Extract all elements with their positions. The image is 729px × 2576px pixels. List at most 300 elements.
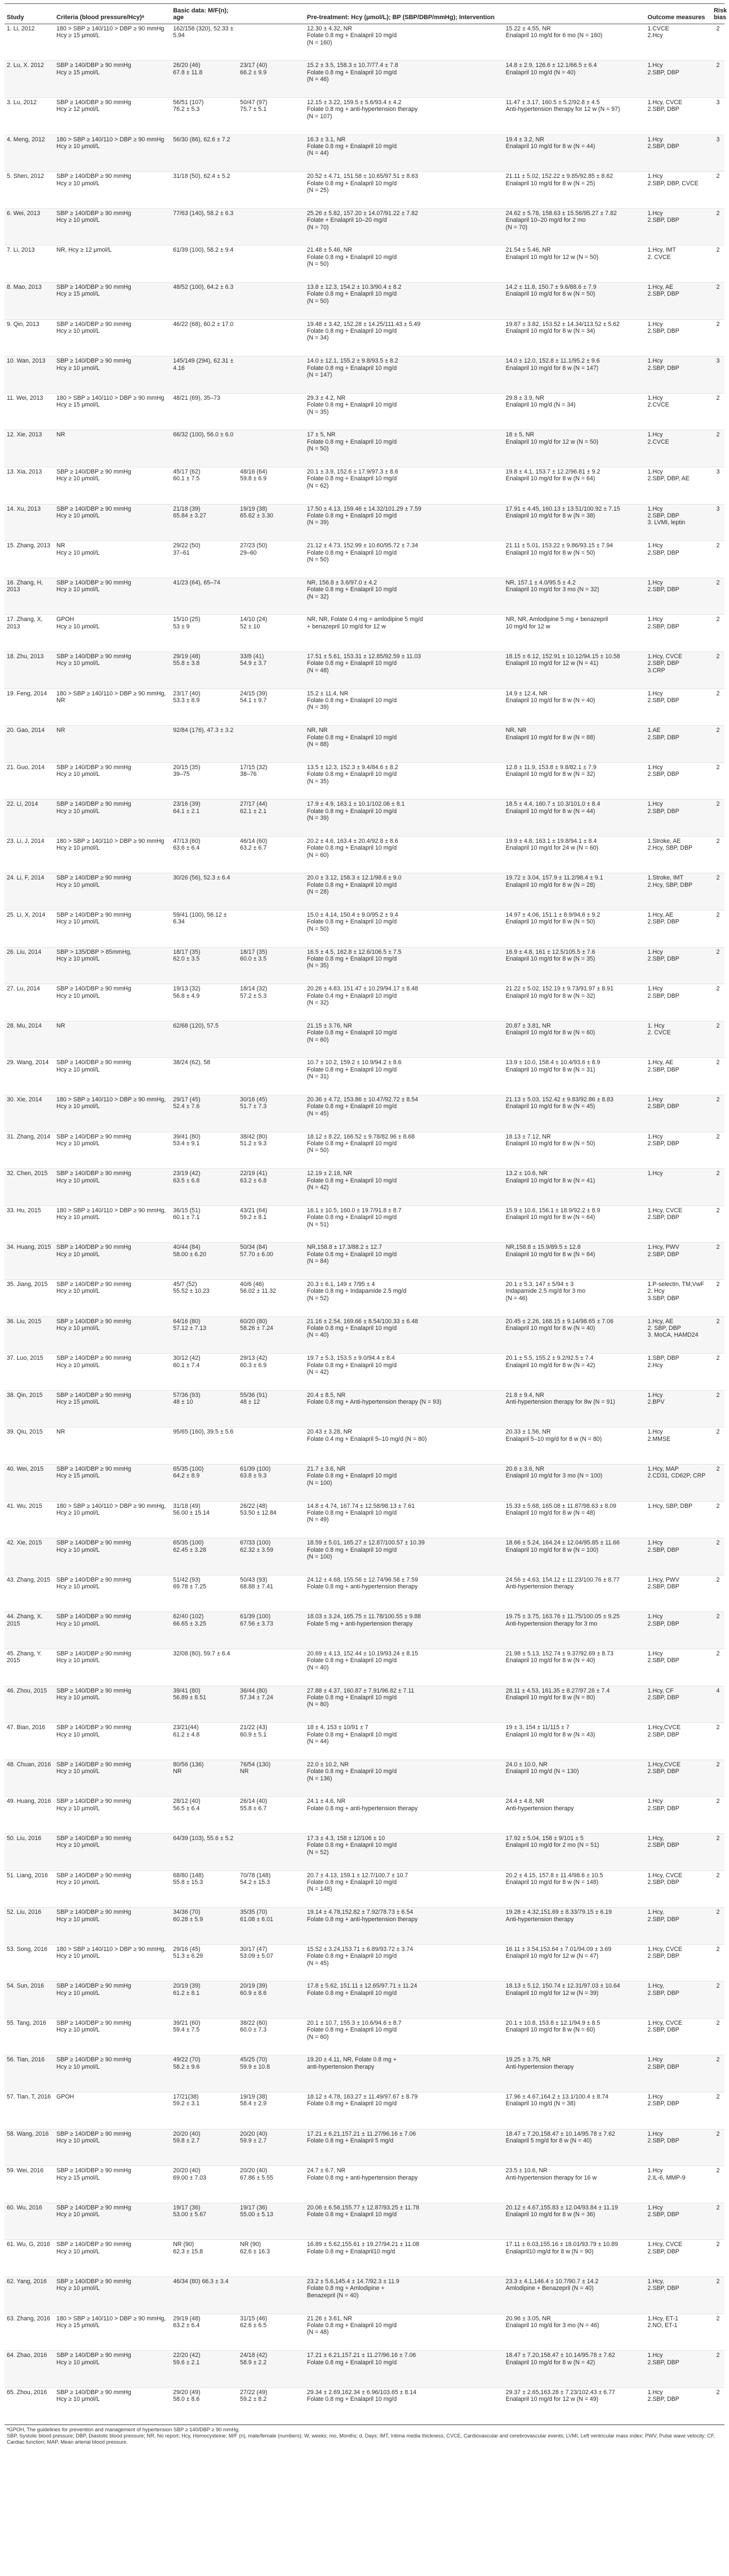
intervention-cell: 19 ± 3, 154 ± 11/115 ± 7 Enalapril 10 mg/d for 8 w (N = 43) xyxy=(504,1723,646,1760)
outcome-cell: 1.Hcy 2.SBP, DBP xyxy=(645,2092,712,2129)
pretreatment-cell: 21.7 ± 3.6, NR Folate 0.8 mg + Enalapril 10 mg/d (N = 100) xyxy=(305,1464,504,1501)
column-header: Risk bias xyxy=(712,4,724,24)
experimental-basic-cell: 41/23 (64), 65–74 xyxy=(171,578,238,615)
risk-bias-cell: 2 xyxy=(712,1833,724,1870)
intervention-cell: 18.47 ± 7.20,158.47 ± 10.14/95.78 ± 7.62 Enalapril 5 mg/d for 8 w (N = 40) xyxy=(504,2129,646,2166)
criteria-cell: SBP ≥ 140/DBP ≥ 90 mmHg Hcy ≥ 10 μmol/L xyxy=(54,1686,171,1723)
experimental-basic-cell: 19/13 (32) 56.8 ± 4.9 xyxy=(171,984,238,1021)
pretreatment-cell: NR, NR Folate 0.8 mg + Enalapril 10 mg/d (N = 88) xyxy=(305,726,504,763)
risk-bias-cell: 3 xyxy=(712,98,724,135)
criteria-cell: SBP ≥ 140/DBP ≥ 90 mmHg Hcy ≥ 10 μmol/L xyxy=(54,1981,171,2019)
study-cell: 59. Wei, 2016 xyxy=(5,2166,54,2203)
criteria-cell: SBP ≥ 140/DBP ≥ 90 mmHg Hcy ≥ 15 μmol/L xyxy=(54,2166,171,2203)
study-cell: 55. Tang, 2016 xyxy=(5,2018,54,2055)
outcome-cell: 1.Hcy, 2.SBP, DBP xyxy=(645,2277,712,2314)
pretreatment-cell: 17.3 ± 4.3, 158 ± 12/106 ± 10 Folate 0.8 mg + Enalapril 10 mg/d (N = 52) xyxy=(305,1833,504,1870)
experimental-basic-cell: 46/22 (68), 60.2 ± 17.0 xyxy=(171,319,238,356)
pretreatment-cell: 21.48 ± 5.46, NR Folate 0.8 mg + Enalapril 10 mg/d (N = 50) xyxy=(305,245,504,283)
control-basic-cell: 55/36 (91) 48 ± 12 xyxy=(238,1390,305,1427)
risk-bias-cell: 2 xyxy=(712,910,724,948)
criteria-cell: NR xyxy=(54,1427,171,1465)
control-basic-cell: 14/10 (24) 52 ± 10 xyxy=(238,615,305,652)
pretreatment-cell: 21.26 ± 3.61, NR Folate 0.8 mg + Enalapril 10 mg/d (N = 48) xyxy=(305,2314,504,2351)
table-row xyxy=(5,245,724,283)
table-row xyxy=(5,135,724,172)
study-cell: 40. Wei, 2015 xyxy=(5,1464,54,1501)
experimental-basic-cell: 47/13 (60) 63.6 ± 6.4 xyxy=(171,836,238,873)
control-basic-cell: 40/6 (46) 56.02 ± 11.32 xyxy=(238,1280,305,1317)
criteria-cell: SBP ≥ 140/DBP ≥ 90 mmHg Hcy ≥ 10 μmol/L xyxy=(54,1058,171,1095)
pretreatment-cell: 20.1 ± 10.7, 155.3 ± 10.6/94.6 ± 8.7 Folate 0.8 mg + Enalapril 10 mg/d (N = 60) xyxy=(305,2018,504,2055)
pretreatment-cell: 12.19 ± 2.18, NR Folate 0.8 mg + Enalapril 10 mg/d (N = 42) xyxy=(305,1169,504,1206)
study-cell: 45. Zhang, Y. 2015 xyxy=(5,1649,54,1686)
risk-bias-cell: 2 xyxy=(712,1760,724,1797)
risk-bias-cell: 2 xyxy=(712,1981,724,2019)
intervention-cell: 11.47 ± 3.17, 160.5 ± 5.2/92.8 ± 4.5 Anti-hypertension therapy for 12 w (N = 97) xyxy=(504,98,646,135)
risk-bias-cell: 3 xyxy=(712,356,724,394)
study-cell: 19. Feng, 2014 xyxy=(5,689,54,726)
study-cell: 56. Tian, 2016 xyxy=(5,2055,54,2092)
experimental-basic-cell: 23/21(44) 61.2 ± 4.8 xyxy=(171,1723,238,1760)
study-cell: 32. Chen, 2015 xyxy=(5,1169,54,1206)
pretreatment-cell: 18.59 ± 5.01, 165.27 ± 12.87/100.57 ± 10.39 Folate 0.8 mg + Enalapril 10 mg/d (N = 100) xyxy=(305,1538,504,1575)
experimental-basic-cell: 29/22 (50) 37–61 xyxy=(171,541,238,578)
table-row xyxy=(5,1723,724,1760)
risk-bias-cell: 2 xyxy=(712,1021,724,1058)
table-row xyxy=(5,282,724,319)
outcome-cell: 1.Hcy, 2.SBP, DBP xyxy=(645,1981,712,2019)
pretreatment-cell: 20.1 ± 3.9, 152.6 ± 17.9/97.3 ± 8.6 Folate 0.8 mg + Enalapril 10 mg/d (N = 62) xyxy=(305,467,504,504)
pretreatment-cell: 23.2 ± 5.6,145.4 ± 14.7/92.3 ± 11.9 Folate 0.8 mg + Amlodipine + Benazepril (N = 40) xyxy=(305,2277,504,2314)
outcome-cell: 1.Hcy, PWV 2.SBP, DBP xyxy=(645,1575,712,1612)
outcome-cell: 1.Hcy,CVCE 2.SBP, DBP xyxy=(645,1760,712,1797)
outcome-cell: 1.Hcy 2.SBP, DBP xyxy=(645,61,712,98)
control-basic-cell: 24/18 (42) 58.9 ± 2.2 xyxy=(238,2351,305,2388)
study-cell: 35. Jiang, 2015 xyxy=(5,1280,54,1317)
outcome-cell: 1.Hcy, AE 2.SBP, DBP xyxy=(645,910,712,948)
experimental-basic-cell: 20/20 (40) 69.00 ± 7.03 xyxy=(171,2166,238,2203)
intervention-cell: 15.9 ± 10.6, 156.1 ± 18.9/92.2 ± 8.9 Enalapril 10 mg/d for 8 w (N = 64) xyxy=(504,1206,646,1243)
risk-bias-cell: 2 xyxy=(712,984,724,1021)
outcome-cell: 1.Hcy, AE 2.SBP, DBP xyxy=(645,282,712,319)
pretreatment-cell: 24.7 ± 6.7, NR Folate 0.8 mg + anti-hypertension therapy xyxy=(305,2166,504,2203)
risk-bias-cell: 2 xyxy=(712,2387,724,2425)
study-cell: 4. Meng, 2012 xyxy=(5,135,54,172)
intervention-cell: 21.22 ± 5.02, 152.19 ± 9.73/91.97 ± 8.91 Enalapril 10 mg/d for 8 w (N = 32) xyxy=(504,984,646,1021)
risk-bias-cell: 2 xyxy=(712,1354,724,1391)
experimental-basic-cell: 30/12 (42) 60.1 ± 7.4 xyxy=(171,1354,238,1391)
table-row xyxy=(5,1243,724,1280)
control-basic-cell xyxy=(238,135,305,172)
table-row xyxy=(5,910,724,948)
study-cell: 60. Wu, 2016 xyxy=(5,2203,54,2240)
experimental-basic-cell: 29/19 (48) 55.8 ± 3.8 xyxy=(171,651,238,689)
criteria-cell: SBP ≥ 140/DBP ≥ 90 mmHg Hcy ≥ 12 μmol/L xyxy=(54,98,171,135)
outcome-cell: 1.Hcy 2.SBP, DBP xyxy=(645,1649,712,1686)
control-basic-cell: 17/15 (32) 38–76 xyxy=(238,762,305,800)
outcome-cell: 1.Hcy 2.SBP, DBP xyxy=(645,2203,712,2240)
table-row xyxy=(5,1981,724,2019)
intervention-cell: 16.9 ± 4.8, 161 ± 12.5/105.5 ± 7.6 Enalapril 10 mg/d for 8 w (N = 35) xyxy=(504,947,646,984)
outcome-cell: 1.Hcy 2.SBP, DBP xyxy=(645,1538,712,1575)
control-basic-cell: 19/19 (38) 65.62 ± 3.30 xyxy=(238,504,305,541)
pretreatment-cell: 21.12 ± 4.73, 152.99 ± 10.60/95.72 ± 7.34 Folate 0.8 mg + Enalapril 10 mg/d (N = 50) xyxy=(305,541,504,578)
outcome-cell: 1.Hcy 2.SBP, DBP xyxy=(645,800,712,837)
pretreatment-cell: 20.0 ± 3.12, 158.3 ± 12.1/98.6 ± 9.0 Folate 0.8 mg + Enalapril 10 mg/d (N = 28) xyxy=(305,873,504,910)
criteria-cell: 180 > SBP ≥ 140/110 > DBP ≥ 90 mmHg, Hcy ≥ 10 μmol/L xyxy=(54,1095,171,1132)
table-row xyxy=(5,726,724,763)
study-cell: 54. Sun, 2016 xyxy=(5,1981,54,2019)
pretreatment-cell: 13.5 ± 12.3, 152.3 ± 9.4/84.6 ± 8.2 Folate 0.8 mg + Enalapril 10 mg/d (N = 35) xyxy=(305,762,504,800)
outcome-cell: 1.Hcy 2.SBP, DBP, CVCE xyxy=(645,172,712,209)
risk-bias-cell: 2 xyxy=(712,762,724,800)
outcome-cell: 1.Hcy 2.SBP, DBP xyxy=(645,762,712,800)
pretreatment-cell: 17.51 ± 5.61, 153.31 ± 12.85/92.59 ± 11.03 Folate 0.8 mg + Enalapril 10 mg/d (N = 48) xyxy=(305,651,504,689)
table-row xyxy=(5,1908,724,1945)
experimental-basic-cell: 48/52 (100), 64.2 ± 6.3 xyxy=(171,282,238,319)
intervention-cell: 21.98 ± 5.13, 152.74 ± 9.37/92.69 ± 8.73 Enalapril 10 mg/d for 8 w (N = 40) xyxy=(504,1649,646,1686)
outcome-cell: 1.Hcy 2.MMSE xyxy=(645,1427,712,1465)
pretreatment-cell: 15.2 ± 3.5, 158.3 ± 10.7/77.4 ± 7.8 Folate 0.8 mg + Enalapril 10 mg/d (N = 46) xyxy=(305,61,504,98)
study-cell: 7. Li, 2013 xyxy=(5,245,54,283)
study-cell: 31. Zhang, 2014 xyxy=(5,1132,54,1169)
risk-bias-cell: 3 xyxy=(712,504,724,541)
experimental-basic-cell: 48/21 (69), 35–73 xyxy=(171,393,238,430)
experimental-basic-cell: 59/41 (100), 56.12 ± 6.34 xyxy=(171,910,238,948)
outcome-cell: 1.AE 2.SBP, DBP xyxy=(645,726,712,763)
study-cell: 49. Huang, 2016 xyxy=(5,1797,54,1834)
risk-bias-cell: 2 xyxy=(712,61,724,98)
intervention-cell: 21.8 ± 9.4, NR Anti-hypertension therapy for 8w (N = 91) xyxy=(504,1390,646,1427)
pretreatment-cell: 19.7 ± 5.3, 153.5 ± 9.0/94.4 ± 8.4 Folate 0.8 mg + Enalapril 10 mg/d (N = 42) xyxy=(305,1354,504,1391)
study-cell: 46. Zhou, 2015 xyxy=(5,1686,54,1723)
table-row xyxy=(5,98,724,135)
criteria-cell: SBP ≥ 140/DBP ≥ 90 mmHg Hcy ≥ 10 μmol/L xyxy=(54,800,171,837)
pretreatment-cell: 24.12 ± 4.68, 155.56 ± 12.74/96.58 ± 7.59 Folate 0.8 mg + anti-hypertension therapy xyxy=(305,1575,504,1612)
outcome-cell: 1.Hcy, AE 2. SBP, DBP 3. MoCA, HAMD24 xyxy=(645,1316,712,1354)
outcome-cell: 1.Hcy 2.SBP, DBP xyxy=(645,1095,712,1132)
table-row xyxy=(5,615,724,652)
table-row xyxy=(5,800,724,837)
pretreatment-cell: 17.21 ± 6.21,157.21 ± 11.27/96.16 ± 7.06 Folate 0.8 mg + Enalapril 10 mg/d xyxy=(305,2351,504,2388)
criteria-cell: 180 > SBP ≥ 140/110 > DBP ≥ 90 mmHg Hcy ≥ 15 μmol/L xyxy=(54,24,171,61)
pretreatment-cell: 15.52 ± 3.24,153.71 ± 6.89/93.72 ± 3.74 Folate 0.8 mg + Enalapril 10 mg/d (N = 45) xyxy=(305,1944,504,1981)
pretreatment-cell: NR,158.8 ± 17.3/88.2 ± 12.7 Folate 0.8 mg + Enalapril 10 mg/d (N = 84) xyxy=(305,1243,504,1280)
study-cell: 33. Hu, 2015 xyxy=(5,1206,54,1243)
control-basic-cell xyxy=(238,356,305,394)
risk-bias-cell: 2 xyxy=(712,2203,724,2240)
pretreatment-cell: 19.20 ± 4.11, NR, Folate 0.8 mg + anti-hypertension therapy xyxy=(305,2055,504,2092)
criteria-cell: SBP ≥ 140/DBP ≥ 90 mmHg Hcy ≥ 10 μmol/L xyxy=(54,2351,171,2388)
intervention-cell: 14.8 ± 2.9, 126.6 ± 12.1/66.5 ± 6.4 Enalapril 10 mg/d (N = 40) xyxy=(504,61,646,98)
control-basic-cell: 46/14 (60) 63.2 ± 6.7 xyxy=(238,836,305,873)
intervention-cell: 13.9 ± 10.0, 158.4 ± 10.4/93.6 ± 8.9 Enalapril 10 mg/d for 8 w (N = 31) xyxy=(504,1058,646,1095)
criteria-cell: SBP ≥ 140/DBP ≥ 90 mmHg Hcy ≥ 10 μmol/L xyxy=(54,1760,171,1797)
risk-bias-cell: 2 xyxy=(712,1095,724,1132)
outcome-cell: 1.Hcy 2.SBP, DBP xyxy=(645,135,712,172)
table-row xyxy=(5,2277,724,2314)
control-basic-cell: 50/47 (97) 75.7 ± 5.1 xyxy=(238,98,305,135)
criteria-cell: SBP ≥ 140/DBP ≥ 90 mmHg Hcy ≥ 10 μmol/L xyxy=(54,1538,171,1575)
criteria-cell: SBP ≥ 140/DBP ≥ 90 mmHg Hcy ≥ 15 μmol/L xyxy=(54,282,171,319)
criteria-cell: SBP ≥ 140/DBP ≥ 90 mmHg Hcy ≥ 10 μmol/L xyxy=(54,1908,171,1945)
pretreatment-cell: 20.06 ± 6.56,155.77 ± 12.87/93.25 ± 11.78 Folate 0.8 mg + Enalapril 10 mg/d xyxy=(305,2203,504,2240)
experimental-basic-cell: 29/17 (45) 52.4 ± 7.6 xyxy=(171,1095,238,1132)
outcome-cell: 1.Hcy 2.IL-6, MMP-9 xyxy=(645,2166,712,2203)
risk-bias-cell: 2 xyxy=(712,578,724,615)
outcome-cell: 1.Hcy 2.SBP, DBP xyxy=(645,984,712,1021)
pretreatment-cell: 18.12 ± 4.78, 163.27 ± 11.49/97.67 ± 8.79 Folate 0.8 mg + Enalapril 10 mg/d xyxy=(305,2092,504,2129)
study-cell: 64. Zhao, 2016 xyxy=(5,2351,54,2388)
experimental-basic-cell: 46/34 (80) 66.3 ± 3.4 xyxy=(171,2277,238,2314)
risk-bias-cell: 2 xyxy=(712,1058,724,1095)
control-basic-cell: 45/25 (70) 59.9 ± 10.8 xyxy=(238,2055,305,2092)
control-basic-cell xyxy=(238,2277,305,2314)
pretreatment-cell: 21.16 ± 2.54, 169.66 ± 8.54/100.33 ± 6.48 Folate 0.8 mg + Enalapril 10 mg/d (N = 40) xyxy=(305,1316,504,1354)
control-basic-cell xyxy=(238,24,305,61)
intervention-cell: NR,158.8 ± 15.9/89.5 ± 12.8 Enalapril 10 mg/d for 8 w (N = 84) xyxy=(504,1243,646,1280)
experimental-basic-cell: 31/18 (50), 62.4 ± 5.2 xyxy=(171,172,238,209)
table-row xyxy=(5,430,724,467)
table-row xyxy=(5,1427,724,1465)
control-basic-cell: 67/33 (100) 62.32 ± 3.59 xyxy=(238,1538,305,1575)
pretreatment-cell: 15.2 ± 11.4, NR Folate 0.8 mg + Enalapril 10 mg/d (N = 39) xyxy=(305,689,504,726)
study-cell: 20. Gao, 2014 xyxy=(5,726,54,763)
table-row xyxy=(5,1797,724,1834)
table-row xyxy=(5,1132,724,1169)
pretreatment-cell: 20.43 ± 3.28, NR Folate 0.4 mg + Enalapril 5–10 mg/d (N = 80) xyxy=(305,1427,504,1465)
pretreatment-cell: 16.3 ± 3.1, NR Folate 0.8 mg + Enalapril 10 mg/d (N = 44) xyxy=(305,135,504,172)
outcome-cell: 1.Hcy 2.SBP, DBP xyxy=(645,615,712,652)
studies-table xyxy=(5,3,727,2425)
risk-bias-cell: 2 xyxy=(712,2240,724,2277)
table-row xyxy=(5,1501,724,1538)
control-basic-cell: 76/54 (130) NR xyxy=(238,1760,305,1797)
pretreatment-cell: 17.50 ± 4.13, 159.46 ± 14.32/101.29 ± 7.59 Folate 0.8 mg + Enalapril 10 mg/d (N = 39) xyxy=(305,504,504,541)
pretreatment-cell: 18.12 ± 8.22, 166.52 ± 9.78/82.96 ± 8.68 Folate 0.8 mg + Enalapril 10 mg/d (N = 50) xyxy=(305,1132,504,1169)
risk-bias-cell: 2 xyxy=(712,1538,724,1575)
criteria-cell: SBP ≥ 140/DBP ≥ 90 mmHg Hcy ≥ 10 μmol/L xyxy=(54,651,171,689)
outcome-cell: 1.Hcy, MAP 2.CD31, CD62P, CRP xyxy=(645,1464,712,1501)
experimental-basic-cell: 62/68 (120), 57.5 xyxy=(171,1021,238,1058)
table-row xyxy=(5,836,724,873)
risk-bias-cell: 2 xyxy=(712,1612,724,1649)
table-row xyxy=(5,1944,724,1981)
criteria-cell: 180 > SBP ≥ 140/110 > DBP ≥ 90 mmHg, Hcy ≥ 10 μmol/L xyxy=(54,1206,171,1243)
pretreatment-cell: 17.8 ± 5.62, 151.11 ± 12.65/97.71 ± 11.24 Folate 0.8 mg + Enalapril 10 mg/d xyxy=(305,1981,504,2019)
study-cell: 50. Liu, 2016 xyxy=(5,1833,54,1870)
control-basic-cell: 24/15 (39) 54.1 ± 9.7 xyxy=(238,689,305,726)
control-basic-cell: 21/22 (43) 60.9 ± 5.1 xyxy=(238,1723,305,1760)
outcome-cell: 1.Hcy, CVCE 2.SBP, DBP xyxy=(645,98,712,135)
intervention-cell: 20.1 ± 5.3, 147 ± 5/94 ± 3 Indapamide 2.5 mg/d for 3 mo (N = 46) xyxy=(504,1280,646,1317)
risk-bias-cell: 2 xyxy=(712,208,724,245)
risk-bias-cell: 2 xyxy=(712,1390,724,1427)
risk-bias-cell: 2 xyxy=(712,1575,724,1612)
table-row xyxy=(5,689,724,726)
criteria-cell: SBP ≥ 140/DBP ≥ 90 mmHg Hcy ≥ 10 μmol/L xyxy=(54,2129,171,2166)
control-basic-cell: 20/20 (40) 59.9 ± 2.7 xyxy=(238,2129,305,2166)
intervention-cell: 24.0 ± 10.0, NR Enalapril 10 mg/d (N = 130) xyxy=(504,1760,646,1797)
table-row xyxy=(5,1206,724,1243)
outcome-cell: 1.Hcy 2.SBP, DBP xyxy=(645,2351,712,2388)
criteria-cell: SBP ≥ 140/DBP ≥ 90 mmHg Hcy ≥ 10 μmol/L xyxy=(54,984,171,1021)
pretreatment-cell: 21.15 ± 3.76, NR Folate 0.8 mg + Enalapril 10 mg/d (N = 60) xyxy=(305,1021,504,1058)
table-footnote: ᵃGPOH, The guidelines for prevention and management of hypertension SBP ≥ 140/DBP ≥ 90 mmHg. SBP, Systolic blood pressure; DBP, Diastolic blood pressure; NR, No report; Hcy, Homocysteine; M/F (n), male/female (numbers); W, weeks; mo, Months; d, Days; IMT, Intima media thickness; CVCE, Cardiovascular and cerebrovascular events; LVMI, Left ventricular mass index; PWV, Pulse wave velocity; CF, Cardiac function; MAP, Mean arterial blood pressure. xyxy=(5,2425,724,2445)
outcome-cell: 1.Hcy, PWV 2.SBP, DBP xyxy=(645,1243,712,1280)
risk-bias-cell: 2 xyxy=(712,2314,724,2351)
experimental-basic-cell: 38/24 (62), 58 xyxy=(171,1058,238,1095)
pretreatment-cell: 16.5 ± 4.5, 162.8 ± 12.6/106.5 ± 7.5 Folate 0.8 mg + Enalapril 10 mg/d (N = 35) xyxy=(305,947,504,984)
intervention-cell: 21.11 ± 5.02, 152.22 ± 9.85/92.85 ± 8.62 Enalapril 10 mg/d for 8 w (N = 25) xyxy=(504,172,646,209)
risk-bias-cell: 2 xyxy=(712,947,724,984)
study-cell: 29. Wang, 2014 xyxy=(5,1058,54,1095)
risk-bias-cell: 2 xyxy=(712,873,724,910)
study-cell: 36. Liu, 2015 xyxy=(5,1316,54,1354)
study-cell: 51. Liang, 2016 xyxy=(5,1870,54,1908)
intervention-cell: 20.96 ± 3.05, NR Enalapril 10 mg/d for 3 mo (N = 46) xyxy=(504,2314,646,2351)
experimental-basic-cell: 29/20 (49) 58.0 ± 8.6 xyxy=(171,2387,238,2425)
control-basic-cell: 20/19 (39) 60.9 ± 8.6 xyxy=(238,1981,305,2019)
outcome-cell: 1.Hcy, CVCE 2.SBP, DBP 3.CRP xyxy=(645,651,712,689)
intervention-cell: 29.37 ± 2.65,163.28 ± 7.23/102.43 ± 6.77 Enalapril 10 mg/d for 12 w (N = 49) xyxy=(504,2387,646,2425)
experimental-basic-cell: 51/42 (93) 69.78 ± 7.25 xyxy=(171,1575,238,1612)
risk-bias-cell: 2 xyxy=(712,1649,724,1686)
control-basic-cell: 36/44 (80) 57.34 ± 7.24 xyxy=(238,1686,305,1723)
outcome-cell: 1.Hcy 2.SBP, DBP xyxy=(645,2387,712,2425)
outcome-cell: 1.Hcy 2.SBP, DBP xyxy=(645,356,712,394)
pretreatment-cell: 20.2 ± 4.6, 163.4 ± 20.4/92.8 ± 8.6 Folate 0.8 mg + Enalapril 10 mg/d (N = 60) xyxy=(305,836,504,873)
criteria-cell: SBP ≥ 140/DBP ≥ 90 mmHg Hcy ≥ 10 μmol/L xyxy=(54,762,171,800)
intervention-cell: 19.25 ± 3.75, NR Anti-hypertension therapy xyxy=(504,2055,646,2092)
study-cell: 43. Zhang, 2015 xyxy=(5,1575,54,1612)
experimental-basic-cell: 56/51 (107) 76.2 ± 5.3 xyxy=(171,98,238,135)
study-cell: 13. Xia, 2013 xyxy=(5,467,54,504)
experimental-basic-cell: 34/36 (70) 60.28 ± 5.9 xyxy=(171,1908,238,1945)
outcome-cell: 1.Hcy 2.SBP, DBP xyxy=(645,541,712,578)
outcome-cell: 1.Hcy 2.SBP, DBP xyxy=(645,2129,712,2166)
criteria-cell: 180 > SBP ≥ 140/110 > DBP ≥ 90 mmHg Hcy ≥ 10 μmol/L xyxy=(54,135,171,172)
risk-bias-cell: 2 xyxy=(712,1206,724,1243)
outcome-cell: 1.Hcy xyxy=(645,1169,712,1206)
pretreatment-cell: 19.14 ± 4.78,152.82 ± 7.92/78.73 ± 6.54 Folate 0.8 mg + anti-hypertension therapy xyxy=(305,1908,504,1945)
pretreatment-cell: 14.8 ± 4.74, 167.74 ± 12.58/98.13 ± 7.61 Folate 0.8 mg + Enalapril 10 mg/d (N = 49) xyxy=(305,1501,504,1538)
experimental-basic-cell: NR (90) 62.3 ± 15.8 xyxy=(171,2240,238,2277)
study-cell: 10. Wan, 2013 xyxy=(5,356,54,394)
control-basic-cell: 61/39 (100) 63.8 ± 9.3 xyxy=(238,1464,305,1501)
table-row xyxy=(5,873,724,910)
criteria-cell: SBP ≥ 140/DBP ≥ 90 mmHg Hcy ≥ 15 μmol/L xyxy=(54,1464,171,1501)
risk-bias-cell: 2 xyxy=(712,430,724,467)
intervention-cell: NR, NR, Amlodipine 5 mg + benazepril 10 mg/d for 12 w xyxy=(504,615,646,652)
pretreatment-cell: 20.52 ± 4.71, 151.58 ± 10.65/97.51 ± 8.63 Folate 0.8 mg + Enalapril 10 mg/d (N = 25) xyxy=(305,172,504,209)
outcome-cell: 1.Hcy,CVCE 2.SBP, DBP xyxy=(645,1723,712,1760)
experimental-basic-cell: 15/10 (25) 53 ± 9 xyxy=(171,615,238,652)
pretreatment-cell: 17.21 ± 6.21,157.21 ± 11.27/96.16 ± 7.06 Folate 0.8 mg + Enalapril 5 mg/d xyxy=(305,2129,504,2166)
study-cell: 6. Wei, 2013 xyxy=(5,208,54,245)
intervention-cell: 17.11 ± 6.03,155.16 ± 18.01/93.79 ± 10.89 Enalapril10 mg/d for 8 w (N = 90) xyxy=(504,2240,646,2277)
criteria-cell: SBP ≥ 140/DBP ≥ 90 mmHg Hcy ≥ 10 μmol/L xyxy=(54,208,171,245)
risk-bias-cell: 2 xyxy=(712,836,724,873)
experimental-basic-cell: 17/21(38) 59.2 ± 3.1 xyxy=(171,2092,238,2129)
table-row xyxy=(5,1354,724,1391)
outcome-cell: 1.Hcy, IMT 2. CVCE xyxy=(645,245,712,283)
risk-bias-cell: 2 xyxy=(712,541,724,578)
pretreatment-cell: 25.26 ± 5.82, 157.20 ± 14.07/91.22 ± 7.82 Folate + Enalapril 10–20 mg/d (N = 70) xyxy=(305,208,504,245)
table-row xyxy=(5,2387,724,2425)
outcome-cell: 1.Hcy, AE 2.SBP, DBP xyxy=(645,1058,712,1095)
outcome-cell: 1.Hcy 2.SBP, DBP xyxy=(645,319,712,356)
experimental-basic-cell: 31/18 (49) 56.00 ± 15.14 xyxy=(171,1501,238,1538)
risk-bias-cell: 2 xyxy=(712,245,724,283)
risk-bias-cell: 2 xyxy=(712,689,724,726)
study-cell: 53. Song, 2016 xyxy=(5,1944,54,1981)
column-header: Pre-treatment: Hcy (μmol/L); BP (SBP/DBP/mmHg); Intervention xyxy=(305,4,504,24)
table-body xyxy=(5,24,724,2425)
experimental-basic-cell: 36/15 (51) 60.1 ± 7.1 xyxy=(171,1206,238,1243)
pretreatment-cell: 16.89 ± 5.62,155.61 ± 19.27/94.21 ± 11.08 Folate 0.8 mg + Enalapril10 mg/d xyxy=(305,2240,504,2277)
experimental-basic-cell: 18/17 (35) 62.0 ± 3.5 xyxy=(171,947,238,984)
intervention-cell: 16.11 ± 3.54,153.64 ± 7.01/94.09 ± 3.69 Enalapril 10 mg/d for 12 w (N = 47) xyxy=(504,1944,646,1981)
study-cell: 1. Li, 2012 xyxy=(5,24,54,61)
pretreatment-cell: 20.36 ± 4.72, 153.86 ± 10.47/92.72 ± 8.54 Folate 0.8 mg + Enalapril 10 mg/d (N = 45) xyxy=(305,1095,504,1132)
intervention-cell: 23.3 ± 4.1,146.4 ± 10.7/90.7 ± 14.2 Amlodipine + Benazepril (N = 40) xyxy=(504,2277,646,2314)
experimental-basic-cell: 23/19 (42) 63.5 ± 6.8 xyxy=(171,1169,238,1206)
risk-bias-cell: 2 xyxy=(712,1427,724,1465)
criteria-cell: SBP ≥ 140/DBP ≥ 90 mmHg Hcy ≥ 10 μmol/L xyxy=(54,1280,171,1317)
intervention-cell: NR, NR Enalapril 10 mg/d for 8 w (N = 88) xyxy=(504,726,646,763)
outcome-cell: 1.Hcy 2.SBP, DBP, AE xyxy=(645,467,712,504)
control-basic-cell xyxy=(238,578,305,615)
study-cell: 15. Zhang, 2013 xyxy=(5,541,54,578)
control-basic-cell: 20/20 (40) 67.86 ± 5.55 xyxy=(238,2166,305,2203)
criteria-cell: SBP ≥ 140/DBP ≥ 90 mmHg Hcy ≥ 10 μmol/L xyxy=(54,1797,171,1834)
pretreatment-cell: 20.69 ± 4.13, 152.44 ± 10.19/93.24 ± 8.15 Folate 0.8 mg + Enalapril 10 mg/d (N = 40) xyxy=(305,1649,504,1686)
control-basic-cell: 38/22 (60) 60.0 ± 7.3 xyxy=(238,2018,305,2055)
risk-bias-cell: 2 xyxy=(712,393,724,430)
control-basic-cell xyxy=(238,319,305,356)
intervention-cell: 15.33 ± 5.68, 165.08 ± 11.87/98.63 ± 8.09 Enalapril 10 mg/d for 8 w (N = 48) xyxy=(504,1501,646,1538)
study-cell: 37. Luo, 2015 xyxy=(5,1354,54,1391)
study-cell: 30. Xie, 2014 xyxy=(5,1095,54,1132)
control-basic-cell: 27/17 (44) 62.1 ± 2.1 xyxy=(238,800,305,837)
study-cell: 18. Zhu, 2013 xyxy=(5,651,54,689)
control-basic-cell: 30/16 (45) 51.7 ± 7.3 xyxy=(238,1095,305,1132)
criteria-cell: SBP ≥ 140/DBP ≥ 90 mmHg Hcy ≥ 10 μmol/L xyxy=(54,1169,171,1206)
experimental-basic-cell: 20/19 (39) 61.2 ± 8.1 xyxy=(171,1981,238,2019)
control-basic-cell: 35/35 (70) 61.08 ± 6.01 xyxy=(238,1908,305,1945)
criteria-cell: 180 > SBP ≥ 140/110 > DBP ≥ 90 mmHg, Hcy ≥ 10 μmol/L xyxy=(54,1944,171,1981)
control-basic-cell xyxy=(238,208,305,245)
study-cell: 9. Qin, 2013 xyxy=(5,319,54,356)
column-header xyxy=(504,4,646,24)
pretreatment-cell: 27.88 ± 4.37, 160.87 ± 7.91/96.82 ± 7.11 Folate 0.8 mg + Enalapril 10 mg/d (N = 80) xyxy=(305,1686,504,1723)
outcome-cell: 1.Hcy, CF 2.SBP, DBP xyxy=(645,1686,712,1723)
table-row xyxy=(5,1316,724,1354)
table-row xyxy=(5,61,724,98)
table-row xyxy=(5,1686,724,1723)
criteria-cell: SBP ≥ 140/DBP ≥ 90 mmHg Hcy ≥ 10 μmol/L xyxy=(54,1132,171,1169)
table-row xyxy=(5,1169,724,1206)
experimental-basic-cell: 20/20 (40) 59.8 ± 2.7 xyxy=(171,2129,238,2166)
outcome-cell: 1.Hcy 2.SBP, DBP 3. LVMI, leptin xyxy=(645,504,712,541)
intervention-cell: 20.45 ± 2.26, 168.15 ± 9.14/98.65 ± 7.06 Enalapril 10 mg/d for 8 w (N = 40) xyxy=(504,1316,646,1354)
study-cell: 14. Xu, 2013 xyxy=(5,504,54,541)
table-row xyxy=(5,2203,724,2240)
outcome-cell: 1.P-selectin, TM,VwF 2. Hcy 3.SBP, DBP xyxy=(645,1280,712,1317)
intervention-cell: 17.96 ± 4.67,164.2 ± 13.1/100.4 ± 8.74 Enalapril 10 mg/d (N = 38) xyxy=(504,2092,646,2129)
intervention-cell: 19.75 ± 3.75, 163.76 ± 11.75/100.05 ± 9.25 Anti-hypertension therapy for 3 mo xyxy=(504,1612,646,1649)
